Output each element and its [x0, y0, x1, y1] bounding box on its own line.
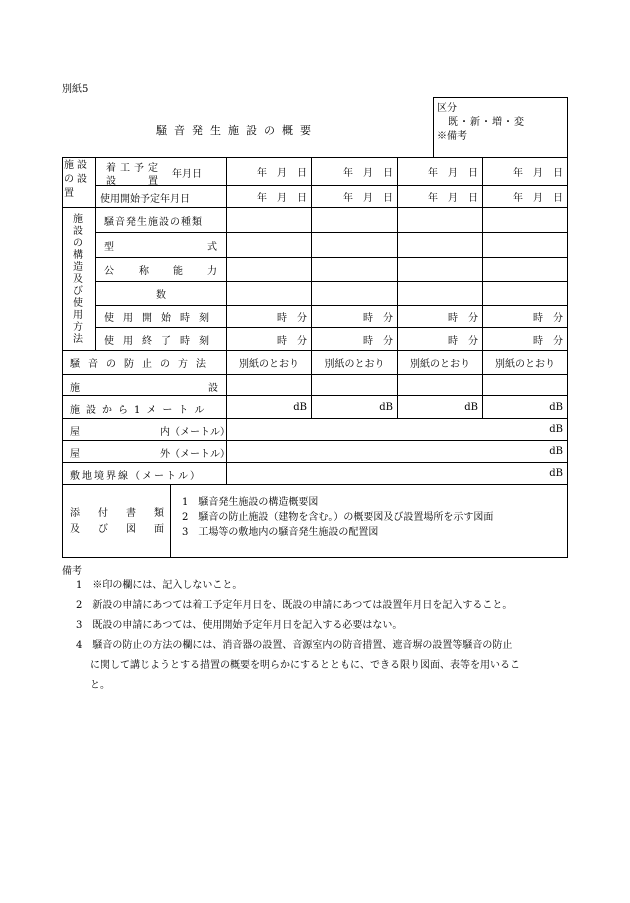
setting-group-label: 施設の設置 — [64, 160, 90, 199]
indoor-label-a: 屋 — [70, 427, 80, 438]
structure-group-label: 施設の構造及び使用方法 — [73, 214, 83, 345]
kubun-options: 既・新・増・変 — [448, 117, 525, 128]
note-item: 4 騒音の防止の方法の欄には、消音器の設置、音源室内の防音措置、遮音塀の設置等騒音の防止 — [76, 640, 513, 651]
see-attachment-cell[interactable]: 別紙のとおり — [239, 359, 299, 370]
note-item-continued: に関して講じようとする措置の概要を明らかにするとともに、できる限り図面、表等を用いるこ — [90, 660, 520, 671]
date-cell[interactable]: 年 月 日 — [257, 193, 307, 204]
db-cell[interactable]: dB — [549, 468, 563, 479]
attachments-label-2: 及び図面 — [70, 524, 182, 535]
page-title: 騒音発生施設の概要 — [156, 124, 318, 137]
count-label: 数 — [156, 290, 166, 301]
boundary-label: 敷地境界線（メートル） — [70, 471, 202, 482]
facility-label-a: 施 — [70, 383, 80, 394]
use-end-time-label: 使用終了時刻 — [104, 336, 218, 347]
time-cell[interactable]: 時 分 — [533, 313, 563, 324]
model-label-a: 型 — [104, 242, 114, 253]
note-item: 3 既設の申請にあつては、使用開始予定年月日を記入する必要はない。 — [76, 620, 403, 631]
date-cell[interactable]: 年 月 日 — [428, 168, 478, 179]
see-attachment-cell[interactable]: 別紙のとおり — [410, 359, 470, 370]
db-cell[interactable]: dB — [379, 401, 393, 413]
date-cell[interactable]: 年 月 日 — [343, 193, 393, 204]
see-attachment-cell[interactable]: 別紙のとおり — [324, 359, 385, 370]
time-cell[interactable]: 時 分 — [448, 313, 478, 324]
capacity-label-a: 公 — [104, 266, 114, 277]
capacity-label-b: 称 — [139, 266, 149, 277]
capacity-label-d: 力 — [207, 266, 217, 277]
time-cell[interactable]: 時 分 — [277, 313, 307, 324]
db-cell[interactable]: dB — [549, 401, 563, 413]
use-start-time-label: 使用開始時刻 — [104, 313, 218, 324]
date-suffix-label: 年月日 — [172, 169, 202, 180]
note-item-continued: と。 — [90, 680, 110, 691]
prevention-method-label: 騒音の防止の方法 — [70, 359, 214, 370]
capacity-label-c: 能 — [173, 266, 183, 277]
time-cell[interactable]: 時 分 — [363, 313, 393, 324]
use-start-planned-label: 使用開始予定年月日 — [100, 194, 190, 205]
db-cell[interactable]: dB — [293, 401, 307, 413]
start-planned-label-1: 着工予定 — [106, 163, 162, 174]
note-item: 1 ※印の欄には、記入しないこと。 — [76, 580, 243, 591]
attachments-list — [182, 495, 493, 540]
notes-heading: 備考 — [62, 566, 82, 577]
attachments-label-1: 添付書類 — [70, 508, 182, 519]
db-cell[interactable]: dB — [464, 401, 478, 413]
model-label-b: 式 — [207, 242, 217, 253]
facility-label-b: 設 — [208, 383, 218, 394]
outdoor-label-b: 外（メートル） — [160, 449, 230, 460]
outdoor-label-a: 屋 — [70, 449, 80, 460]
time-cell[interactable]: 時 分 — [533, 335, 563, 347]
one-meter-label: 施設から1メートル — [70, 405, 211, 416]
date-cell[interactable]: 年 月 日 — [343, 168, 393, 179]
db-cell[interactable]: dB — [549, 446, 563, 457]
see-attachment-cell[interactable]: 別紙のとおり — [495, 359, 555, 370]
date-cell[interactable]: 年 月 日 — [513, 168, 563, 179]
attachment-item: 3 工場等の敷地内の騒音発生施設の配置図 — [182, 527, 379, 538]
date-cell[interactable]: 年 月 日 — [428, 193, 478, 204]
date-cell[interactable]: 年 月 日 — [513, 193, 563, 204]
time-cell[interactable]: 時 分 — [363, 335, 393, 347]
time-cell[interactable]: 時 分 — [277, 335, 307, 347]
remarks-label: ※備考 — [437, 131, 467, 142]
facility-type-label: 騒音発生施設の種類 — [104, 217, 203, 228]
date-cell[interactable]: 年 月 日 — [257, 168, 307, 179]
time-cell[interactable]: 時 分 — [448, 335, 478, 347]
attachment-label: 別紙5 — [62, 84, 89, 95]
note-item: 2 新設の申請にあつては着工予定年月日を、既設の申請にあつては設置年月日を記入すること。 — [76, 600, 513, 611]
start-planned-label-2: 設 置 — [106, 176, 162, 187]
db-cell[interactable]: dB — [549, 424, 563, 435]
indoor-label-b: 内（メートル） — [160, 427, 230, 438]
kubun-label: 区分 — [437, 103, 457, 114]
attachment-item: 2 騒音の防止施設（建物を含む。）の概要図及び設置場所を示す図面 — [182, 512, 494, 523]
attachment-item: 1 騒音発生施設の構造概要図 — [182, 497, 319, 508]
